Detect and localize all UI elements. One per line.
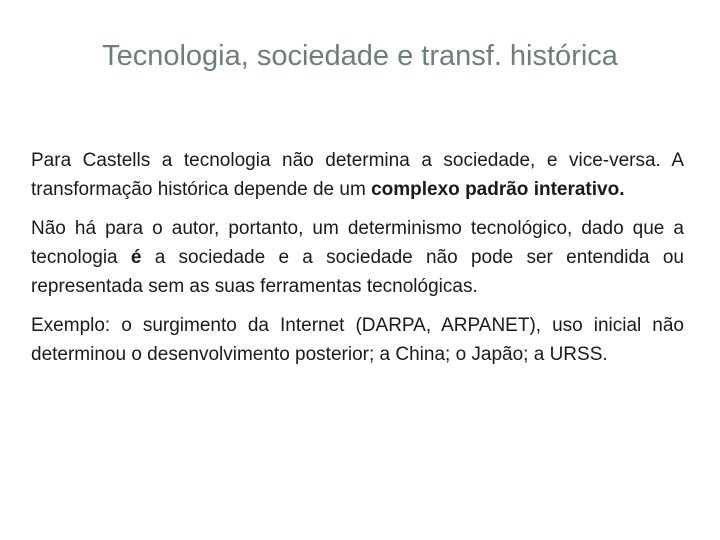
paragraph-castells: [31, 146, 684, 204]
paragraph-determinismo-emphasis: é: [130, 247, 142, 268]
slide-body: [31, 146, 684, 379]
paragraph-determinismo-text-start: Não há para o autor, portanto, um determinismo tecnológico, dado que a tecnologia: [31, 218, 684, 268]
slide-title: Tecnologia, sociedade e transf. histórica: [102, 40, 618, 72]
paragraph-exemplo: [31, 311, 684, 369]
paragraph-castells-text: Para Castells a tecnologia não determina a sociedade, e vice-versa. A transformação histórica depende de um: [31, 150, 684, 200]
paragraph-determinismo-text-end: a sociedade e a sociedade não pode ser entendida ou representada sem as suas ferramentas tecnológicas.: [31, 247, 684, 297]
paragraph-exemplo-text: Exemplo: o surgimento da Internet (DARPA, ARPANET), uso inicial não determinou o desenvolvimento posterior; a China; o Japão; a URSS.: [31, 315, 684, 365]
paragraph-castells-emphasis: complexo padrão interativo.: [371, 179, 625, 200]
paragraph-determinismo: [31, 214, 684, 301]
